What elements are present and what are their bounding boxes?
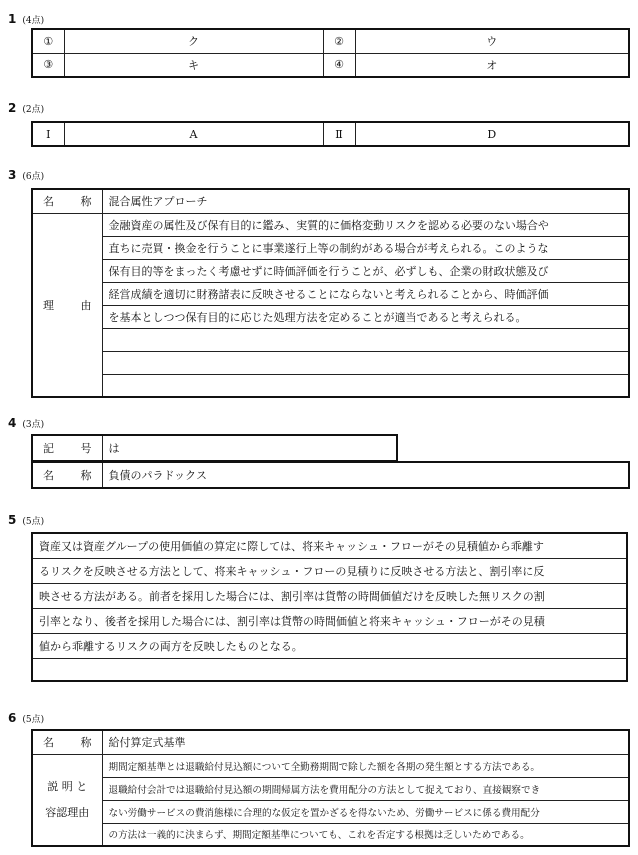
q5-answer-line[interactable] <box>33 659 626 684</box>
q1-mark: ① <box>32 29 64 53</box>
q6-points: (5点) <box>22 715 45 725</box>
q5-header <box>8 513 44 529</box>
q6-reason-label-line1: 説 明 と <box>47 779 88 793</box>
q6-reason-line[interactable]: ない労働サービスの費消態様に合理的な仮定を置かざるを得ないため、労働サービスに係る費用配分 <box>102 800 629 823</box>
q4-name-label: 名 称 <box>32 462 102 488</box>
q5-answer-line[interactable]: 映させる方法がある。前者を採用した場合には、割引率は貨幣の時間価値だけを反映した無リスクの割 <box>33 584 626 609</box>
q4-symbol-label: 記 号 <box>32 435 102 461</box>
q5-number: 5 <box>8 513 17 527</box>
q2-mark: Ⅰ <box>32 122 64 146</box>
q6-name-row <box>32 730 629 754</box>
q1-row <box>32 29 629 53</box>
q5-answer-line[interactable]: 値から乖離するリスクの両方を反映したものとなる。 <box>33 634 626 659</box>
q5-answer-box <box>31 532 628 682</box>
q3-reason-line[interactable] <box>102 351 629 374</box>
q3-reason-line[interactable] <box>102 328 629 351</box>
q1-answer-field[interactable]: ク <box>64 29 323 53</box>
q1-header <box>8 12 44 28</box>
q4-name-field[interactable]: 負債のパラドックス <box>102 462 629 488</box>
q2-answer-field[interactable]: A <box>64 122 323 146</box>
q4-symbol-field[interactable]: は <box>102 435 397 461</box>
q4-header <box>8 416 44 432</box>
q6-table <box>31 729 630 847</box>
q1-points: (4点) <box>22 16 45 26</box>
q1-mark: ② <box>323 29 355 53</box>
q6-name-label: 名 称 <box>32 730 102 754</box>
q3-reason-line[interactable]: 直ちに売買・換金を行うことに事業遂行上等の制約がある場合が考えられる。このような <box>102 236 629 259</box>
q2-answer-field[interactable]: D <box>355 122 629 146</box>
q5-points: (5点) <box>22 517 45 527</box>
q1-answer-field[interactable]: キ <box>64 53 323 77</box>
q2-mark: Ⅱ <box>323 122 355 146</box>
q3-reason-line[interactable]: 金融資産の属性及び保有目的に鑑み、実質的に価格変動リスクを認める必要のない場合や <box>102 213 629 236</box>
q6-name-field[interactable]: 給付算定式基準 <box>102 730 629 754</box>
q5-answer-line[interactable]: 資産又は資産グループの使用価値の算定に際しては、将来キャッシュ・フローがその見積値から乖離す <box>33 534 626 559</box>
q5-answer-line[interactable]: るリスクを反映させる方法として、将来キャッシュ・フローの見積りに反映させる方法と、割引率に反 <box>33 559 626 584</box>
q4-number: 4 <box>8 416 17 430</box>
q4-points: (3点) <box>22 420 45 430</box>
q6-header <box>8 711 44 727</box>
q6-reason-label <box>32 754 102 846</box>
q6-reason-line[interactable]: 期間定額基準とは退職給付見込額について全勤務期間で除した額を各期の発生額とする方法である。 <box>102 754 629 777</box>
q6-reason-line[interactable]: の方法は一義的に決まらず、期間定額基準についても、これを否定する根拠は乏しいためである。 <box>102 823 629 846</box>
q6-number: 6 <box>8 711 17 725</box>
q3-points: (6点) <box>22 172 45 182</box>
q3-header <box>8 168 44 184</box>
q1-number: 1 <box>8 12 17 26</box>
q2-row <box>32 122 629 146</box>
q2-points: (2点) <box>22 105 45 115</box>
q4-symbol-table <box>31 434 398 462</box>
q2-table <box>31 121 630 147</box>
q3-number: 3 <box>8 168 17 182</box>
q4-name-table <box>31 461 630 489</box>
q1-answer-field[interactable]: オ <box>355 53 629 77</box>
q3-name-row <box>32 189 629 213</box>
q2-header <box>8 101 44 117</box>
q6-reason-label-line2: 容認理由 <box>45 805 90 819</box>
q1-row <box>32 53 629 77</box>
q3-reason-line[interactable] <box>102 374 629 397</box>
q3-reason-line[interactable]: 経営成績を適切に財務諸表に反映させることにならないと考えられることから、時価評価 <box>102 282 629 305</box>
q3-name-field[interactable]: 混合属性アプローチ <box>102 189 629 213</box>
q1-mark: ③ <box>32 53 64 77</box>
q3-reason-line[interactable]: を基本としつつ保有目的に応じた処理方法を定めることが適当であると考えられる。 <box>102 305 629 328</box>
q6-reason-line[interactable]: 退職給付会計では退職給付見込額の期間帰属方法を費用配分の方法として捉えており、直接観察でき <box>102 777 629 800</box>
q1-mark: ④ <box>323 53 355 77</box>
q1-table <box>31 28 630 78</box>
q3-reason-line[interactable]: 保有目的等をまったく考慮せずに時価評価を行うことが、必ずしも、企業の財政状態及び <box>102 259 629 282</box>
q3-table <box>31 188 630 398</box>
q3-name-label: 名 称 <box>32 189 102 213</box>
q3-reason-label: 理 由 <box>32 213 102 397</box>
q5-answer-line[interactable]: 引率となり、後者を採用した場合には、割引率は貨幣の時間価値と将来キャッシュ・フローがその見積 <box>33 609 626 634</box>
q2-number: 2 <box>8 101 17 115</box>
q1-answer-field[interactable]: ウ <box>355 29 629 53</box>
